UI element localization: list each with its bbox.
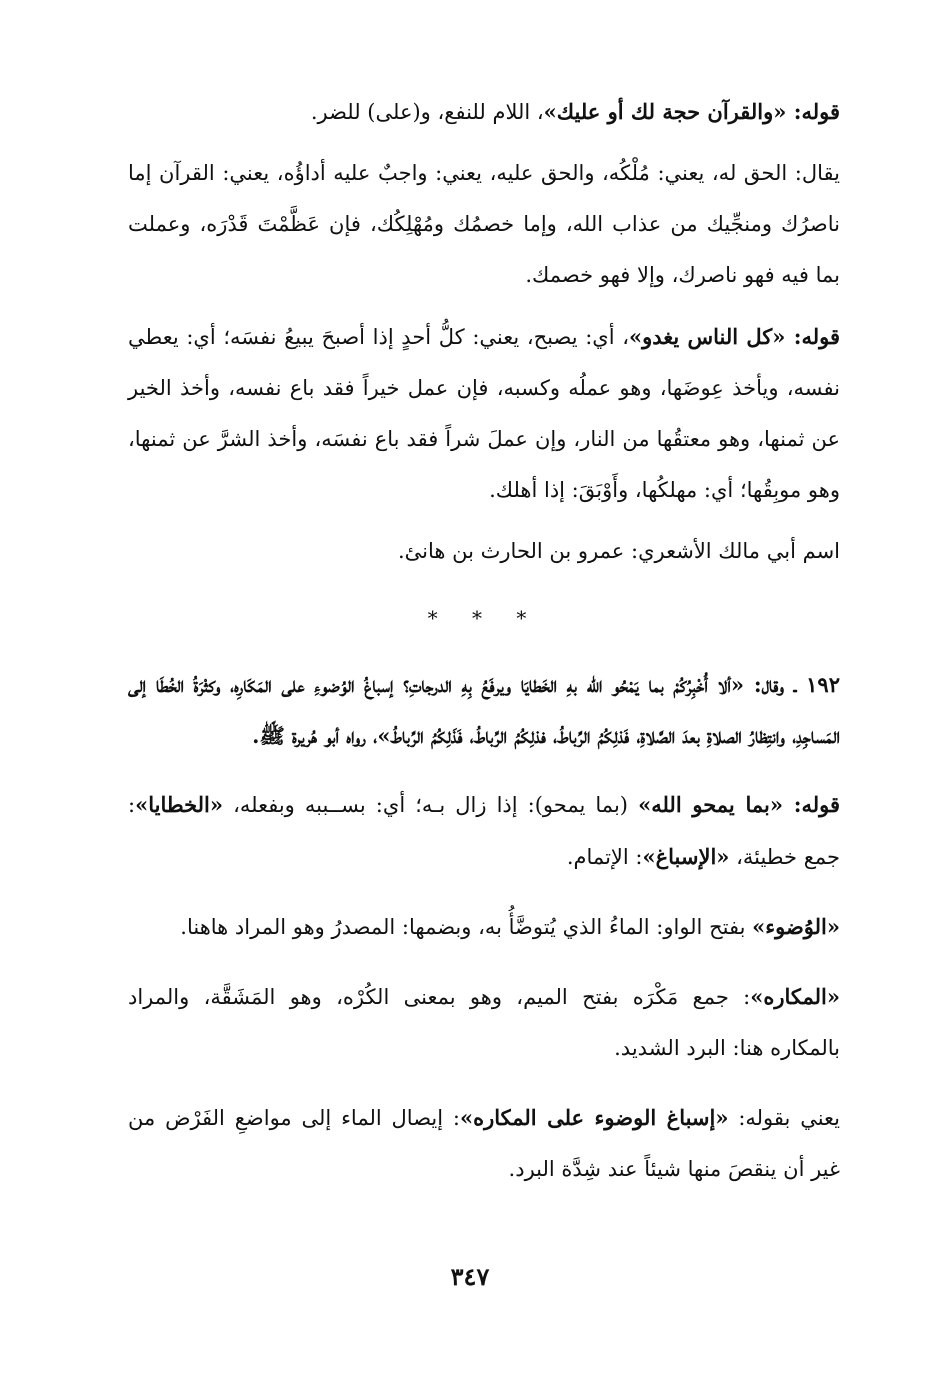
quote-label: «المكاره» bbox=[750, 984, 840, 1009]
page-body bbox=[128, 86, 840, 1195]
paragraph-text: يعني بقوله: bbox=[728, 1106, 841, 1130]
quote-label: «الوُضوء» bbox=[752, 914, 840, 939]
paragraph-people-morning bbox=[128, 311, 840, 516]
paragraph-text: ، أي: يصبح، يعني: كلُّ أحدٍ إذا أصبحَ يبيعُ نفسَه؛ أي: يعطي نفسه، ويأخذ عِوضَها، وهو عملُه وكسبه، فإن عمل خيراً فقد باع نفسه، وأخذ الخير عن ثمنها، وهو معتقُها من النار، وإن عملَ شراً فقد باع نفسَه، وأخذ الشرَّ عن ثمنها، وهو موبِقُها؛ أي: مهلكُها، وأَوْبَقَ: إذا أهلك. bbox=[128, 325, 840, 502]
quote-label: قوله: «بما يمحو الله» bbox=[638, 792, 840, 817]
paragraph-text: : جمع مَكْرَه بفتح الميم، وهو بمعنى الكُرْه، وهو المَشَقَّة، والمراد بالمكاره هنا: البرد الشديد. bbox=[128, 985, 840, 1060]
paragraph-explanation-haqq: يقال: الحق له، يعني: مُلْكُه، والحق عليه، يعني: واجبٌ عليه أداؤُه، يعني: القرآن إما ناصرُك ومنجِّيك من عذاب الله، وإما خصمُك ومُهْلِكُك، فإن عَظَّمْتَ قَدْرَه، وعملت بما فيه فهو ناصرك، وإلا فهو خصمك. bbox=[128, 161, 840, 287]
paragraph-text: : الإتمام. bbox=[566, 845, 643, 869]
paragraph-yamhu bbox=[128, 779, 840, 883]
quote-label: قوله: «كل الناس يغدو» bbox=[628, 324, 841, 349]
paragraph-text: ، اللام للنفع، و(على) للضر. bbox=[310, 100, 544, 124]
section-separator: * * * bbox=[427, 606, 541, 630]
paragraph-makarih bbox=[128, 971, 840, 1074]
paragraph-text: بفتح الواو: الماءُ الذي يُتوضَّأُ به، وبضمها: المصدرُ وهو المراد هاهنا. bbox=[180, 915, 753, 939]
paragraph-quran-proof bbox=[128, 86, 840, 138]
quote-label: قوله: «والقرآن حجة لك أو عليك» bbox=[543, 99, 840, 124]
hadith-192: ١٩٢ ـ وقال: «ألا أُخْبِرُكُمْ بما يَمْحُو الله بهِ الخَطايَا ويرفَعُ بِهِ الدرجاتِ؟ إسباغُ الوُضوءِ على المَكَارِه، وكثْرَةُ الخُطَا إلى المَساجِدِ، وانتِظارُ الصلاةِ بعدَ الصَّلاةِ، فَذلِكُمُ الرِّباطُ، فذلِكُمُ الرِّباطُ، فَذَلِكُمُ الرِّباطُ»، رواه أبو هُريرة ﷺ. bbox=[128, 672, 840, 748]
paragraph-text: : إيصال الماء إلى مواضعِ الفَرْض من غير أن ينقصَ منها شيئاً عند شِدَّة البرد. bbox=[128, 1106, 840, 1181]
quote-label: «الخطايا» bbox=[135, 792, 223, 817]
paragraph-wudu bbox=[128, 901, 840, 953]
quote-label: «الإسباغ» bbox=[642, 844, 730, 869]
paragraph-text: : جمع خطيئة، bbox=[128, 793, 840, 869]
paragraph-isbagh bbox=[128, 1092, 840, 1195]
paragraph-narrator-name: اسم أبي مالك الأشعري: عمرو بن الحارث بن هانئ. bbox=[397, 539, 840, 563]
paragraph-text: (بما يمحو): إذا زال بـه؛ أي: بســببه وبفعله، bbox=[233, 793, 639, 817]
quote-label: «إسباغ الوضوء على المكاره» bbox=[460, 1105, 729, 1130]
page-number: ٣٤٧ bbox=[450, 1262, 490, 1291]
